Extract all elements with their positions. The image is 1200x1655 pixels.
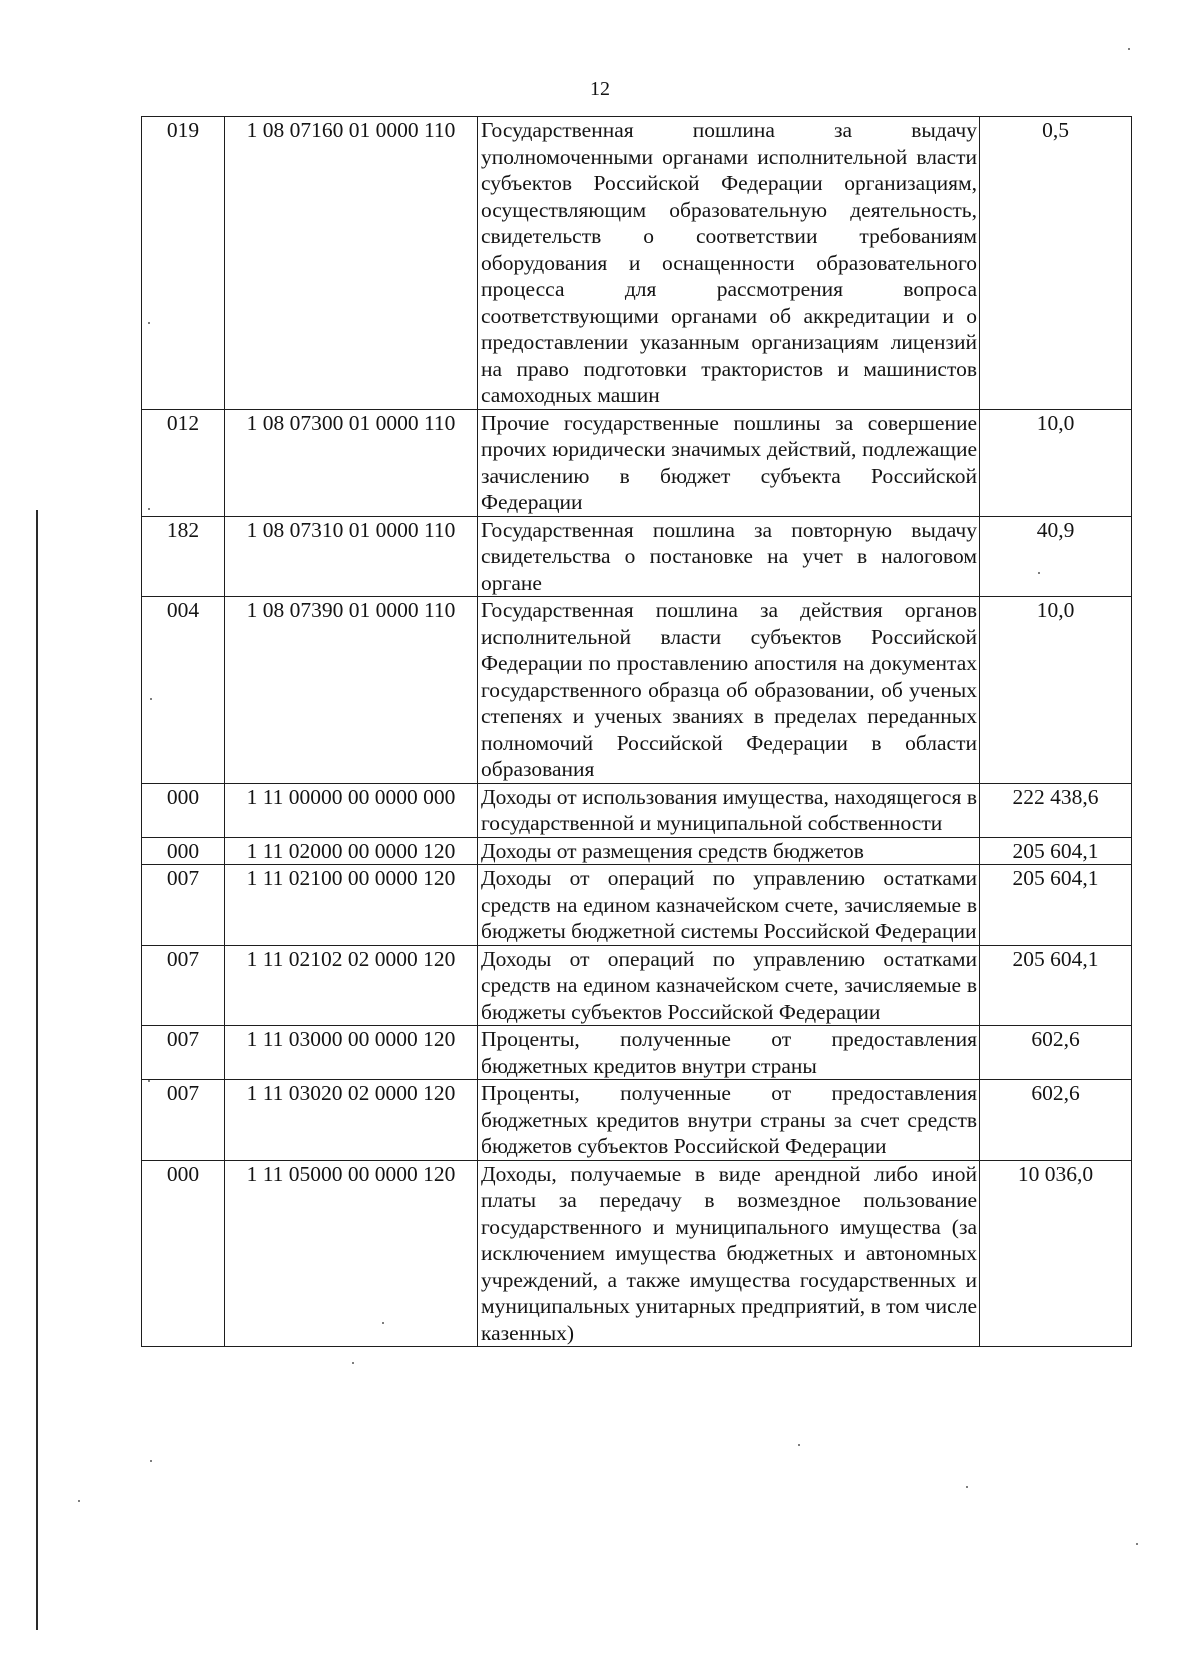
- table-row: [142, 783, 1132, 837]
- admin-code-cell: 004: [142, 597, 225, 784]
- admin-code-cell: 007: [142, 1026, 225, 1080]
- revenue-name-cell: Доходы, получаемые в виде арендной либо иной платы за передачу в возмездное пользование государственного и муниципального имущества (за исключением имущества бюджетных и автономных учреждений, а также имущества государственных и муниципальных унитарных предприятий, в том числе казенных): [478, 1160, 980, 1347]
- budget-code-cell: 1 11 03000 00 0000 120: [225, 1026, 478, 1080]
- revenue-name-cell: Государственная пошлина за выдачу уполномоченными органами исполнительной власти субъектов Российской Федерации организациям, осуществляющим образовательную деятельность, свидетельств о соответствии требованиям оборудования и оснащенности образовательного процесса для рассмотрения вопроса соответствующими органами об аккредитации и о предоставлении указанным организациям лицензий на право подготовки трактористов и машинистов самоходных машин: [478, 117, 980, 410]
- budget-code-cell: 1 11 02000 00 0000 120: [225, 837, 478, 865]
- budget-code-cell: 1 08 07300 01 0000 110: [225, 409, 478, 516]
- budget-revenue-table: [141, 116, 1132, 1347]
- admin-code-cell: 007: [142, 1080, 225, 1161]
- budget-code-cell: 1 08 07390 01 0000 110: [225, 597, 478, 784]
- table-row: [142, 409, 1132, 516]
- amount-cell: 205 604,1: [980, 865, 1132, 946]
- budget-code-cell: 1 11 00000 00 0000 000: [225, 783, 478, 837]
- amount-cell: 10,0: [980, 409, 1132, 516]
- admin-code-cell: 007: [142, 865, 225, 946]
- amount-cell: 205 604,1: [980, 945, 1132, 1026]
- revenue-name-cell: Доходы от размещения средств бюджетов: [478, 837, 980, 865]
- table-row: [142, 945, 1132, 1026]
- revenue-name-cell: Проценты, полученные от предоставления бюджетных кредитов внутри страны: [478, 1026, 980, 1080]
- budget-code-cell: 1 08 07160 01 0000 110: [225, 117, 478, 410]
- amount-cell: 40,9: [980, 516, 1132, 597]
- table-row: [142, 865, 1132, 946]
- amount-cell: 10 036,0: [980, 1160, 1132, 1347]
- budget-code-cell: 1 11 05000 00 0000 120: [225, 1160, 478, 1347]
- binding-edge-line: [36, 510, 38, 1630]
- revenue-name-cell: Проценты, полученные от предоставления бюджетных кредитов внутри страны за счет средств бюджетов субъектов Российской Федерации: [478, 1080, 980, 1161]
- admin-code-cell: 007: [142, 945, 225, 1026]
- amount-cell: 602,6: [980, 1080, 1132, 1161]
- amount-cell: 10,0: [980, 597, 1132, 784]
- table-row: [142, 117, 1132, 410]
- table-row: [142, 1080, 1132, 1161]
- amount-cell: 205 604,1: [980, 837, 1132, 865]
- revenue-name-cell: Государственная пошлина за повторную выдачу свидетельства о постановке на учет в налоговом органе: [478, 516, 980, 597]
- revenue-name-cell: Доходы от операций по управлению остатками средств на едином казначейском счете, зачисляемые в бюджеты субъектов Российской Федерации: [478, 945, 980, 1026]
- admin-code-cell: 012: [142, 409, 225, 516]
- admin-code-cell: 019: [142, 117, 225, 410]
- amount-cell: 222 438,6: [980, 783, 1132, 837]
- revenue-name-cell: Государственная пошлина за действия органов исполнительной власти субъектов Российской Федерации по проставлению апостиля на документах государственного образца об образовании, об ученых степенях и ученых званиях в пределах переданных полномочий Российской Федерации в области образования: [478, 597, 980, 784]
- amount-cell: 602,6: [980, 1026, 1132, 1080]
- amount-cell: 0,5: [980, 117, 1132, 410]
- admin-code-cell: 182: [142, 516, 225, 597]
- table-row: [142, 516, 1132, 597]
- revenue-name-cell: Прочие государственные пошлины за совершение прочих юридически значимых действий, подлежащие зачислению в бюджет субъекта Российской Федерации: [478, 409, 980, 516]
- table-row: [142, 1160, 1132, 1347]
- budget-code-cell: 1 08 07310 01 0000 110: [225, 516, 478, 597]
- table-row: [142, 597, 1132, 784]
- admin-code-cell: 000: [142, 783, 225, 837]
- admin-code-cell: 000: [142, 1160, 225, 1347]
- table-row: [142, 837, 1132, 865]
- budget-code-cell: 1 11 02100 00 0000 120: [225, 865, 478, 946]
- admin-code-cell: 000: [142, 837, 225, 865]
- page-number: 12: [590, 78, 610, 100]
- revenue-name-cell: Доходы от использования имущества, находящегося в государственной и муниципальной собственности: [478, 783, 980, 837]
- table-row: [142, 1026, 1132, 1080]
- budget-code-cell: 1 11 03020 02 0000 120: [225, 1080, 478, 1161]
- budget-code-cell: 1 11 02102 02 0000 120: [225, 945, 478, 1026]
- revenue-name-cell: Доходы от операций по управлению остатками средств на едином казначейском счете, зачисляемые в бюджеты бюджетной системы Российской Федерации: [478, 865, 980, 946]
